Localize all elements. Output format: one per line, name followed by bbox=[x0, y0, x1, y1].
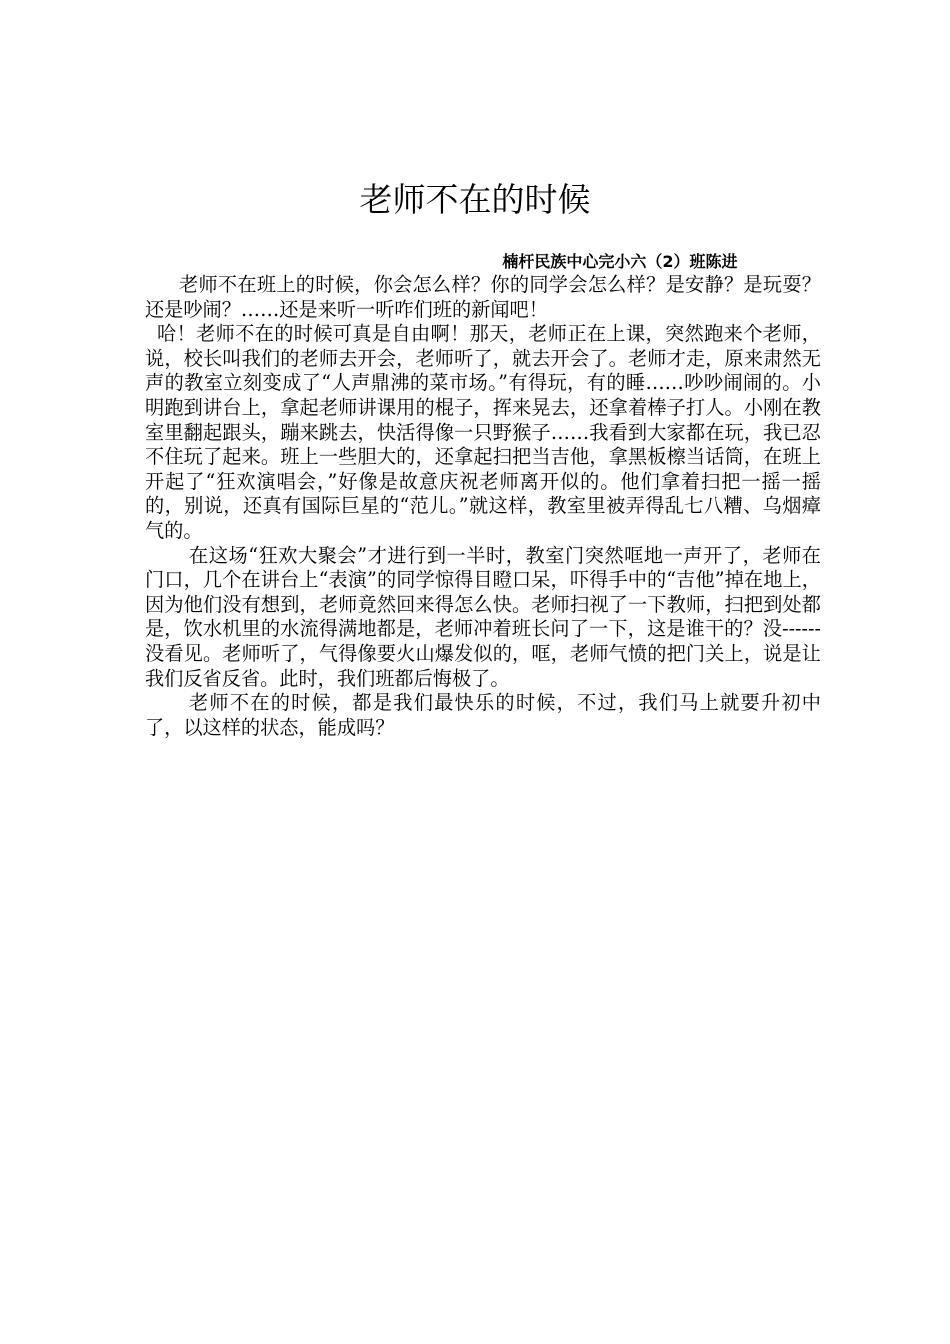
paragraph-1: 老师不在班上的时候，你会怎么样？你的同学会怎么样？是安静？是玩耍？还是吵闹？……还是来听一听咋们班的新闻吧！ bbox=[145, 273, 821, 321]
paragraph-3: 在这场“狂欢大聚会”才进行到一半时，教室门突然哐地一声开了，老师在门口，几个在讲台上“表演”的同学惊得目瞪口呆，吓得手中的“吉他”掉在地上，因为他们没有想到，老师竟然回来得怎么快。老师扫视了一下教师，扫把到处都是，饮水机里的水流得满地都是，老师冲着班长问了一下，这是谁干的？没------没看见。老师听了，气得像要火山爆发似的，哐，老师气愤的把门关上，说是让我们反省反省。此时，我们班都后悔极了。 bbox=[145, 543, 821, 690]
author-line: 楠杆民族中心完小六（2）班陈进 bbox=[502, 252, 738, 271]
article-body bbox=[145, 273, 821, 740]
paragraph-4: 老师不在的时候，都是我们最快乐的时候，不过，我们马上就要升初中了，以这样的状态，能成吗？ bbox=[145, 691, 821, 739]
paragraph-2: 哈！老师不在的时候可真是自由啊！那天，老师正在上课，突然跑来个老师，说，校长叫我们的老师去开会，老师听了，就去开会了。老师才走，原来肃然无声的教室立刻变成了“人声鼎沸的菜市场。”有得玩，有的睡……吵吵闹闹的。小明跑到讲台上，拿起老师讲课用的棍子，挥来晃去，还拿着棒子打人。小刚在教室里翻起跟头，蹦来跳去，快活得像一只野猴子……我看到大家都在玩，我已忍不住玩了起来。班上一些胆大的，还拿起扫把当吉他，拿黑板檫当话筒，在班上开起了“狂欢演唱会，”好像是故意庆祝老师离开似的。他们拿着扫把一摇一摇的，别说，还真有国际巨星的“范儿。”就这样，教室里被弄得乱七八糟、乌烟瘴气的。 bbox=[145, 322, 821, 542]
page-title: 老师不在的时候 bbox=[359, 180, 591, 219]
